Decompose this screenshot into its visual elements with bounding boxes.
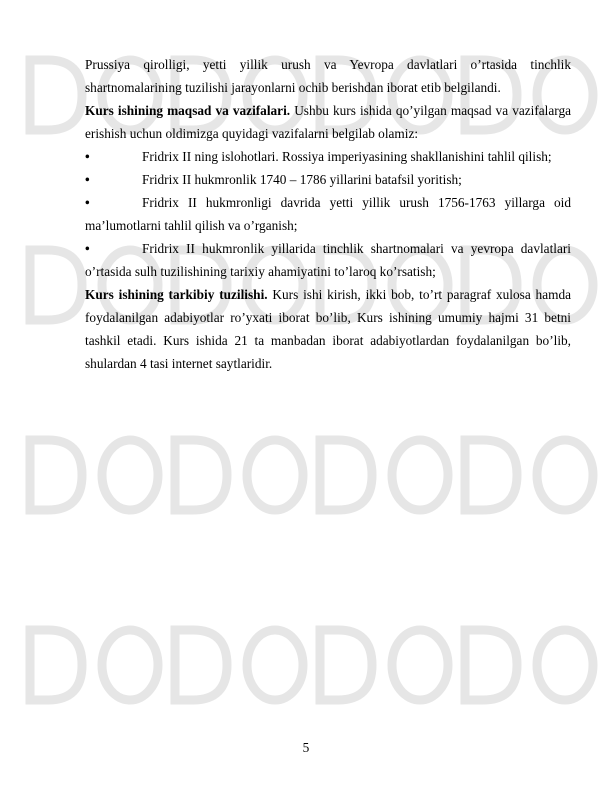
bullet-item-1 (85, 145, 571, 168)
bullet-text: Fridrix II hukmronlik yillarida tinchlik shartnomalari va yevropa davlatlari o’rtasida sulh tuzilishining tarixiy ahamiyatini to’laroq ko’rsatish; (85, 241, 571, 279)
watermark-mark (465, 630, 593, 700)
bullet-text: Fridrix II hukmronligi davrida yetti yillik urush 1756-1763 yillarga oid ma’lumotlarni tahlil qilish va o’rganish; (85, 195, 571, 233)
watermark-mark (175, 440, 303, 510)
watermark-mark (30, 630, 158, 700)
watermark-mark (320, 630, 448, 700)
bullet-item-2 (85, 168, 571, 191)
watermark-mark (465, 440, 593, 510)
bullet-symbol: • (85, 149, 90, 164)
structure-paragraph (85, 283, 571, 375)
intro-paragraph: Prussiya qirolligi, yetti yillik urush va Yevropa davlatlari o’rtasida tinchlik shartnomalarining tuzilishi jarayonlarni ochib berishdan iborat etib belgilandi. (85, 57, 571, 95)
bullet-text: Fridrix II ning islohotlari. Rossiya imperiyasining shakllanishini tahlil qilish; (142, 149, 552, 164)
bullet-symbol: • (85, 241, 90, 256)
watermark-mark (30, 440, 158, 510)
structure-heading: Kurs ishining tarkibiy tuzilishi. (85, 287, 268, 302)
watermark-mark (175, 630, 303, 700)
bullet-item-4 (85, 237, 571, 283)
watermark-mark (320, 440, 448, 510)
bullet-symbol: • (85, 195, 90, 210)
bullet-item-3 (85, 191, 571, 237)
bullet-text: Fridrix II hukmronlik 1740 – 1786 yillarini batafsil yoritish; (142, 172, 462, 187)
goals-text: Ushbu kurs ishida qo’yilgan maqsad va vazifalarga erishish uchun oldimizga quyidagi vazifalarni belgilab olamiz: (85, 103, 572, 141)
page-number: 5 (302, 740, 310, 755)
structure-text: Kurs ishi kirish, ikki bob, to’rt paragraf xulosa hamda foydalanilgan adabiyotlar ro’yxati iborat bo’lib, Kurs ishining umumiy hajmi 31 betni tashkil etadi. Kurs ishida 21 ta manbadan iborat adabiyotlardan foydalanilgan bo’lib, shulardan 4 tasi internet saytlaridir. (85, 287, 571, 371)
goals-paragraph (85, 99, 571, 145)
goals-heading: Kurs ishining maqsad va vazifalari. (85, 103, 291, 118)
document-page (85, 53, 571, 375)
bullet-symbol: • (85, 172, 90, 187)
